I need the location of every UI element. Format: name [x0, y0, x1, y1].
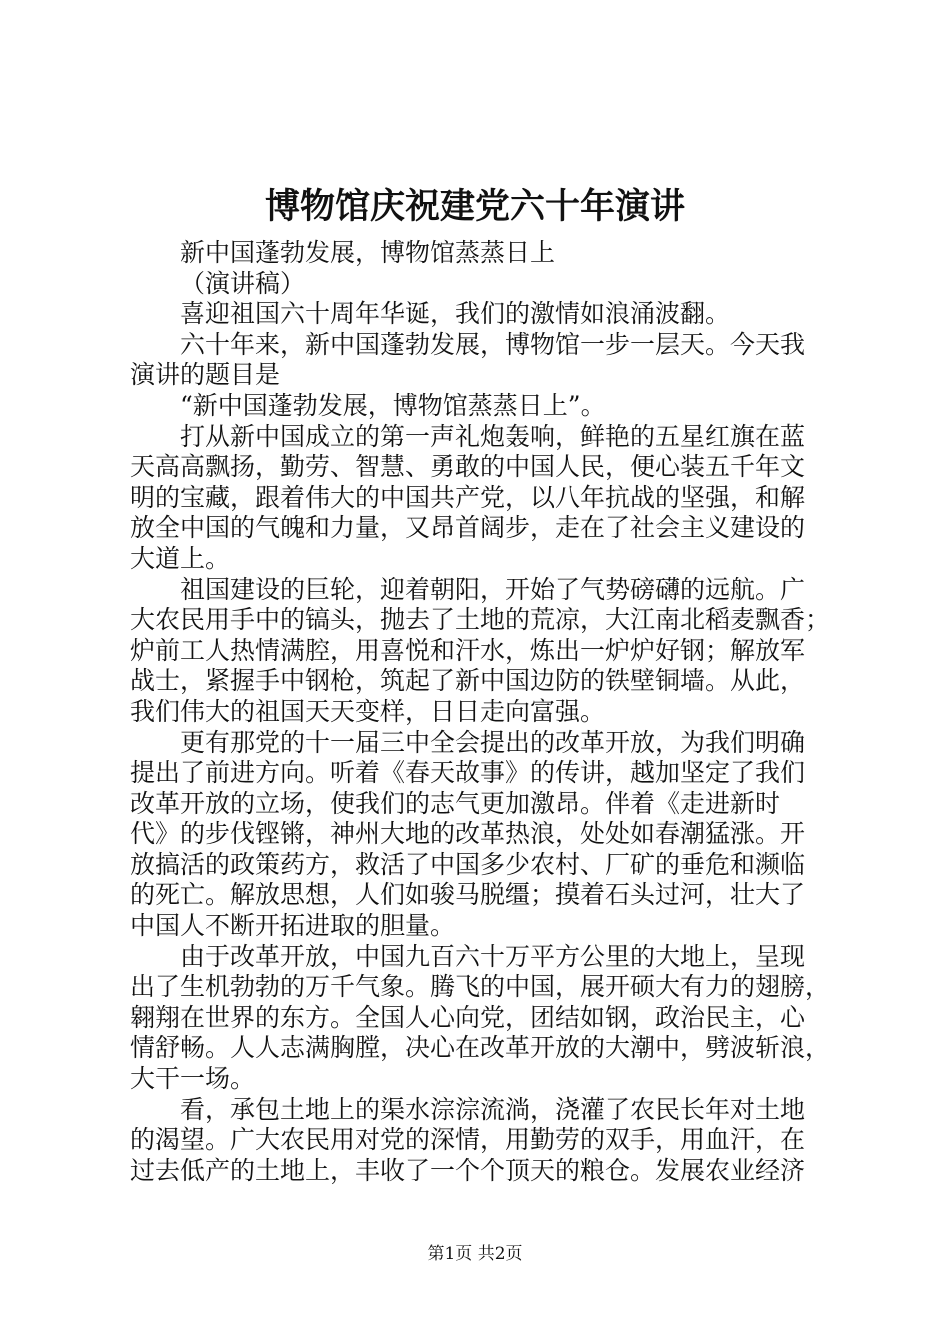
- body-line: 大农民用手中的镐头，抛去了土地的荒凉，大江南北稻麦飘香；: [130, 605, 831, 635]
- body-line: 提出了前进方向。听着《春天故事》的传讲，越加坚定了我们: [130, 758, 806, 788]
- body-line: 战士，紧握手中钢枪，筑起了新中国边防的铁壁铜墙。从此，: [130, 666, 806, 696]
- body-line: 中国人不断开拓进取的胆量。: [130, 911, 456, 941]
- body-line: 演讲的题目是: [130, 360, 281, 390]
- body-line: 喜迎祖国六十周年华诞，我们的激情如浪涌波翻。: [180, 299, 731, 329]
- body-line: 出了生机勃勃的万千气象。腾飞的中国，展开硕大有力的翅膀，: [130, 972, 831, 1002]
- body-line: 六十年来，新中国蓬勃发展，博物馆一步一层天。今天我: [180, 329, 806, 359]
- body-line: 明的宝藏，跟着伟大的中国共产党，以八年抗战的坚强，和解: [130, 482, 806, 512]
- body-line: 放搞活的政策药方，救活了中国多少农村、厂矿的垂危和濒临: [130, 849, 806, 879]
- page-footer: 第1页 共2页: [427, 1244, 523, 1264]
- body-line: 炉前工人热情满腔，用喜悦和汗水，炼出一炉炉好钢；解放军: [130, 635, 806, 665]
- body-line: 的死亡。解放思想，人们如骏马脱缰；摸着石头过河，壮大了: [130, 880, 806, 910]
- body-line: 过去低产的土地上，丰收了一个个顶天的粮仓。发展农业经济: [130, 1155, 806, 1185]
- document-body: [130, 238, 830, 1186]
- body-line: 更有那党的十一届三中全会提出的改革开放，为我们明确: [180, 727, 806, 757]
- body-line: 的渴望。广大农民用对党的深情，用勤劳的双手，用血汗，在: [130, 1125, 806, 1155]
- body-line: 祖国建设的巨轮，迎着朝阳，开始了气势磅礴的远航。广: [180, 574, 806, 604]
- body-line: 大道上。: [130, 543, 231, 573]
- document-title: 博物馆庆祝建党六十年演讲: [264, 186, 685, 227]
- body-line: 看，承包土地上的渠水淙淙流淌，浇灌了农民长年对土地: [180, 1094, 806, 1124]
- body-line: （演讲稿）: [180, 268, 306, 298]
- body-line: “新中国蓬勃发展，博物馆蒸蒸日上”。: [180, 390, 606, 420]
- body-line: 由于改革开放，中国九百六十万平方公里的大地上，呈现: [180, 941, 806, 971]
- body-line: 代》的步伐铿锵，神州大地的改革热浪，处处如春潮猛涨。开: [130, 819, 806, 849]
- body-line: 改革开放的立场，使我们的志气更加激昂。伴着《走进新时: [130, 788, 781, 818]
- body-line: 放全中国的气魄和力量，又昂首阔步，走在了社会主义建设的: [130, 513, 806, 543]
- body-line: 我们伟大的祖国天天变样，日日走向富强。: [130, 696, 606, 726]
- body-line: 翱翔在世界的东方。全国人心向党，团结如钢，政治民主，心: [130, 1002, 806, 1032]
- body-line: 情舒畅。人人志满胸膛，决心在改革开放的大潮中，劈波斩浪，: [130, 1033, 831, 1063]
- body-line: 打从新中国成立的第一声礼炮轰响，鲜艳的五星红旗在蓝: [180, 421, 806, 451]
- body-line: 大干一场。: [130, 1064, 256, 1094]
- body-line: 新中国蓬勃发展，博物馆蒸蒸日上: [180, 238, 556, 267]
- body-line: 天高高飘扬，勤劳、智慧、勇敢的中国人民，便心装五千年文: [130, 452, 806, 482]
